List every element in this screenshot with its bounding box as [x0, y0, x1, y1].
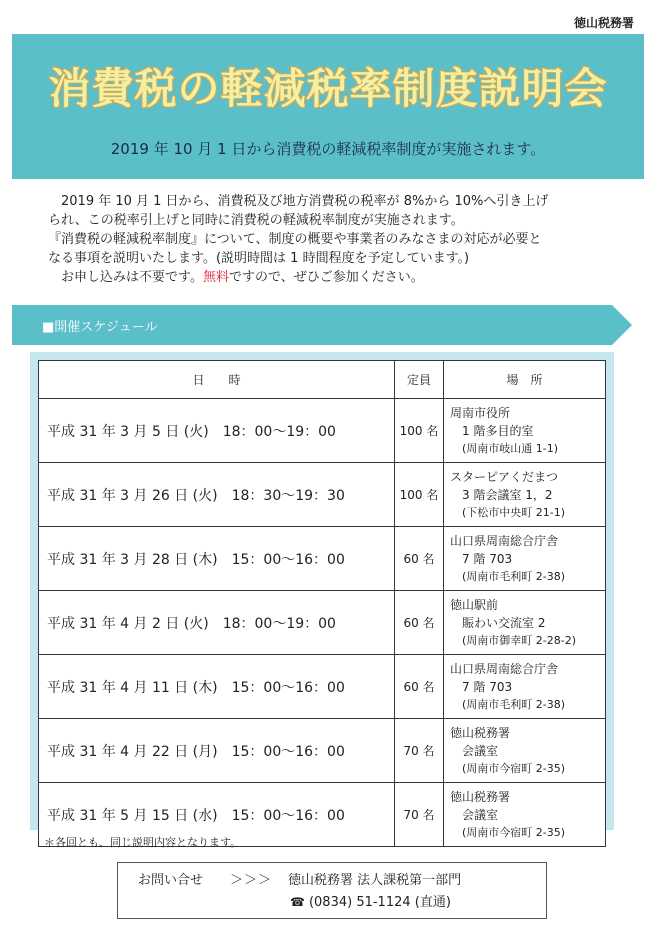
phone-icon: ☎	[290, 895, 305, 909]
place-name: 周南市役所	[450, 405, 511, 420]
intro-line: られ、この税率引上げと同時に消費税の軽減税率制度が実施されます。	[48, 213, 464, 228]
place-name: 山口県周南総合庁舎	[450, 533, 559, 548]
table-header-row	[39, 361, 606, 399]
row-capacity: 60 名	[395, 591, 444, 655]
place-room: 7 階 703	[462, 679, 513, 694]
intro-line: 『消費税の軽減税率制度』について、制度の概要や事業者のみなさまの対応が必要と	[48, 232, 542, 247]
header-capacity: 定員	[395, 361, 444, 399]
intro-line	[48, 268, 618, 287]
title-banner	[12, 34, 644, 179]
row-datetime: 平成 31 年 4 月 11 日 (木) 15：00～16：00	[39, 655, 395, 719]
table-row	[39, 399, 606, 463]
phone-number: (0834) 51-1124 (直通)	[308, 895, 451, 910]
table-row	[39, 463, 606, 527]
row-capacity: 100 名	[395, 463, 444, 527]
place-address: (周南市岐山通 1-1)	[462, 441, 559, 455]
place-room: 7 階 703	[462, 551, 513, 566]
row-capacity: 60 名	[395, 655, 444, 719]
contact-arrows: ＞＞＞	[230, 873, 273, 888]
place-address: (周南市御幸町 2-28-2)	[462, 633, 577, 647]
place-name: スターピアくだまつ	[450, 469, 559, 484]
row-place	[444, 463, 606, 527]
place-room: 会議室	[462, 743, 499, 758]
table-row	[39, 655, 606, 719]
header-datetime: 日 時	[39, 361, 395, 399]
page-title: 消費税の軽減税率制度説明会	[48, 64, 608, 113]
row-datetime: 平成 31 年 5 月 15 日 (水) 15：00～16：00	[39, 783, 395, 847]
row-capacity: 100 名	[395, 399, 444, 463]
place-name: 徳山税務署	[450, 725, 511, 740]
schedule-table	[38, 360, 606, 847]
place-address: (周南市毛利町 2-38)	[462, 569, 566, 583]
place-address: (周南市今宿町 2-35)	[462, 825, 566, 839]
intro-line: 2019 年 10 月 1 日から、消費税及び地方消費税の税率が 8%から 10%へ引き上げ	[48, 194, 549, 209]
contact-label: お問い合せ	[138, 873, 204, 888]
schedule-heading: ■開催スケジュール	[42, 320, 158, 335]
row-datetime: 平成 31 年 3 月 26 日 (火) 18：30～19：30	[39, 463, 395, 527]
place-name: 徳山駅前	[450, 597, 499, 612]
place-room: 1 階多目的室	[462, 423, 534, 438]
row-place	[444, 527, 606, 591]
row-place	[444, 719, 606, 783]
place-address: (周南市毛利町 2-38)	[462, 697, 566, 711]
schedule-heading-bar	[12, 305, 632, 345]
row-datetime: 平成 31 年 4 月 2 日 (火) 18：00～19：00	[39, 591, 395, 655]
issuer-label: 徳山税務署	[573, 16, 634, 30]
row-place	[444, 655, 606, 719]
intro-text	[48, 192, 618, 287]
contact-organization: 徳山税務署 法人課税第一部門	[288, 873, 462, 888]
contact-phone	[290, 891, 451, 910]
row-datetime: 平成 31 年 3 月 5 日 (火) 18：00～19：00	[39, 399, 395, 463]
row-place	[444, 783, 606, 847]
footnote: ＊各回とも、同じ説明内容となります。	[44, 836, 242, 849]
page-subtitle: 2019 年 10 月 1 日から消費税の軽減税率制度が実施されます。	[110, 140, 546, 158]
place-room: 賑わい交流室 2	[462, 615, 546, 630]
table-row	[39, 719, 606, 783]
place-address: (周南市今宿町 2-35)	[462, 761, 566, 775]
intro-text-a: お申し込みは不要です。	[48, 270, 203, 285]
row-place	[444, 591, 606, 655]
place-name: 山口県周南総合庁舎	[450, 661, 559, 676]
row-capacity: 70 名	[395, 783, 444, 847]
intro-line: なる事項を説明いたします。(説明時間は 1 時間程度を予定しています。)	[48, 251, 470, 266]
free-highlight: 無料	[202, 270, 229, 285]
row-datetime: 平成 31 年 4 月 22 日 (月) 15：00～16：00	[39, 719, 395, 783]
place-room: 会議室	[462, 807, 499, 822]
row-datetime: 平成 31 年 3 月 28 日 (木) 15：00～16：00	[39, 527, 395, 591]
place-name: 徳山税務署	[450, 789, 511, 804]
row-capacity: 60 名	[395, 527, 444, 591]
place-address: (下松市中央町 21-1)	[462, 505, 566, 519]
header-place: 場 所	[444, 361, 606, 399]
intro-text-b: ですので、ぜひご参加ください。	[228, 270, 424, 285]
contact-box	[117, 862, 547, 919]
table-row	[39, 527, 606, 591]
table-row	[39, 591, 606, 655]
row-place	[444, 399, 606, 463]
place-room: 3 階会議室 1，2	[462, 487, 553, 502]
row-capacity: 70 名	[395, 719, 444, 783]
